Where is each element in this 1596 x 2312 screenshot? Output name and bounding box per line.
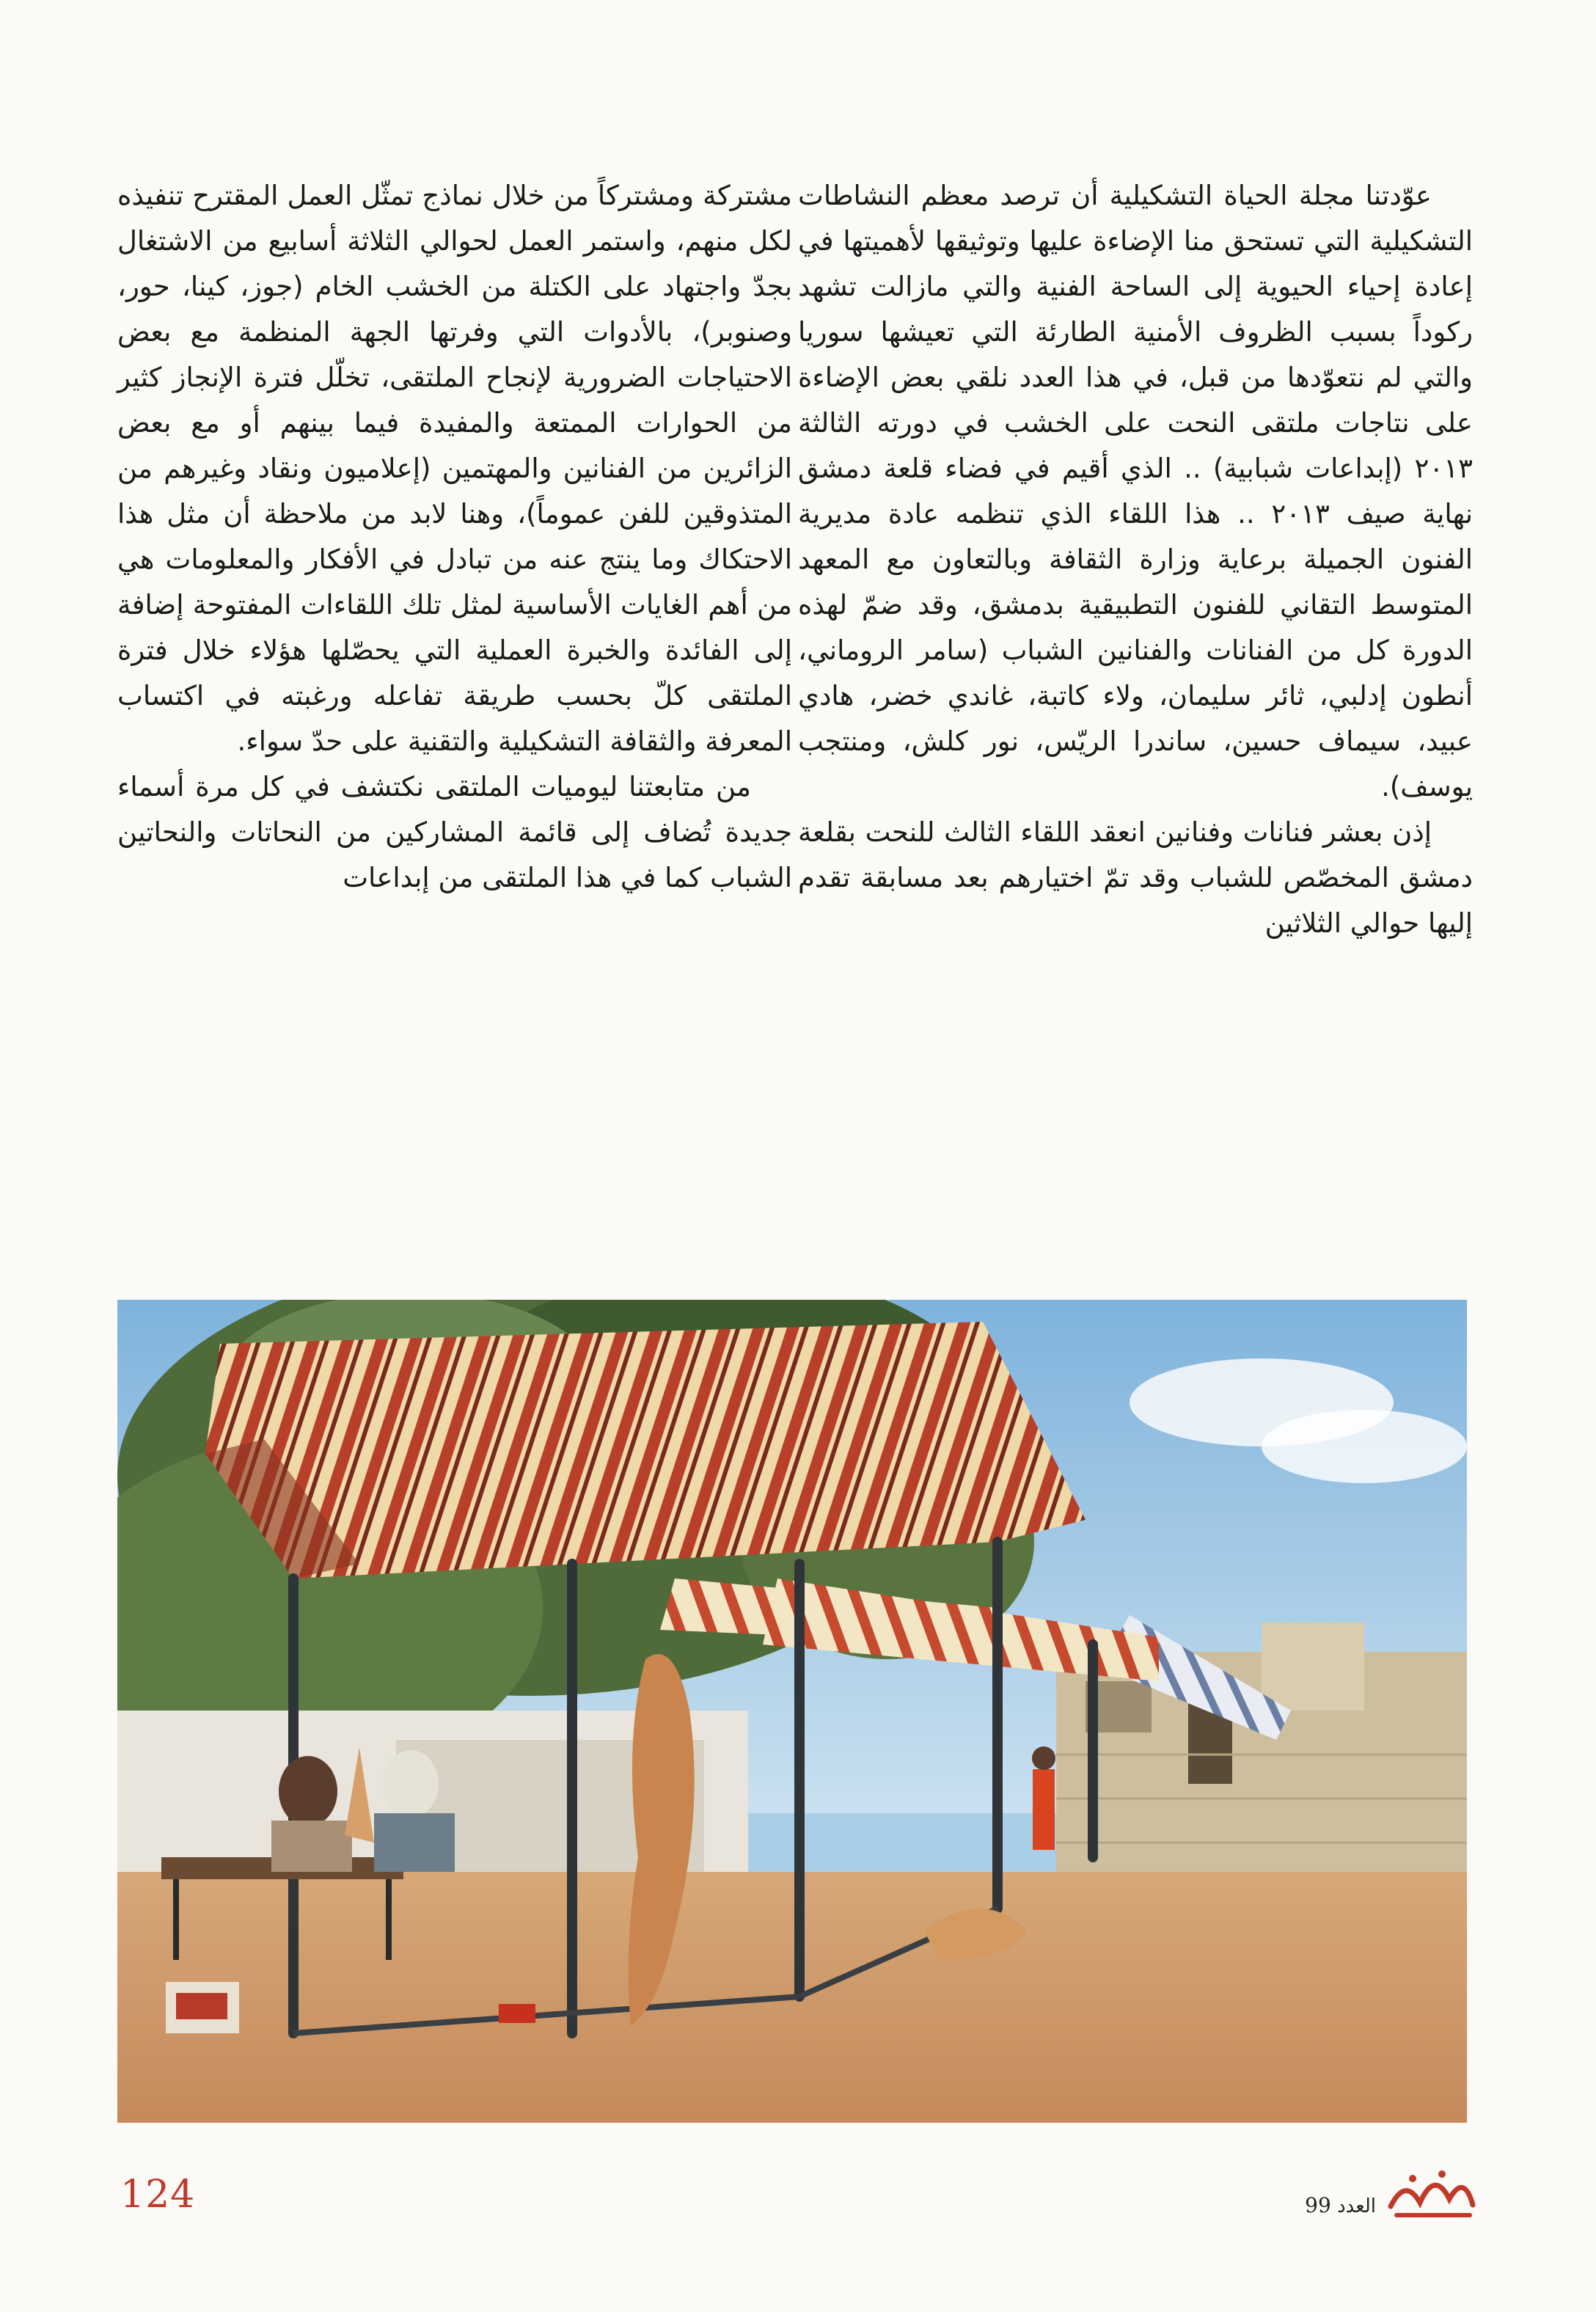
issue-label xyxy=(1305,2193,1376,2217)
paragraph: إذن بعشر فنانات وفنانين انعقد اللقاء الثالث للنحت بقلعة دمشق المخصّص للشباب وقد تمّ اختيارهم بعد مسابقة تقدم إليها حوالي الثلاثين xyxy=(798,816,1473,939)
paragraph: مشتركة ومشتركاً من خلال نماذج تمثّل العمل المقترح تنفيذه لكل منهم، واستمر العمل لحوالي الثلاثة أسابيع من الاشتغال بجدّ واجتهاد على الكتلة من الخشب الخام (جوز، كينا، حور، وصنوبر)، بالأدوات التي وفرتها الجهة المنظمة مع بعض الاحتياجات الضرورية لإنجاح الملتقى، تخلّل فترة الإنجاز كثير من الحوارات الممتعة والمفيدة فيما بينهم أو مع بعض الزائرين من الفنانين والمهتمين (إعلاميون ونقاد وغيرهم من المتذوقين للفن عموماً)، وهنا لابد من ملاحظة أن مثل هذا الاحتكاك وما ينتج عنه من تبادل في الأفكار والمعلومات هي من أهم الغايات الأساسية لمثل تلك اللقاءات المفتوحة إضافة إلى الفائدة والخبرة العملية التي يحصّلها هؤلاء خلال فترة الملتقى كلّ بحسب طريقة تفاعله ورغبته في اكتساب المعرفة والثقافة التشكيلية والتقنية على حدّ سواء. xyxy=(117,180,792,757)
paragraph: عوّدتنا مجلة الحياة التشكيلية أن ترصد معظم النشاطات التشكيلية التي تستحق منا الإضاءة عليها وتوثيقها لأهميتها في إعادة إحياء الحيوية إلى الساحة الفنية والتي مازالت تشهد ركوداً بسبب الظروف الأمنية الطارئة التي تعيشها سوريا والتي لم نتعوّدها من قبل، في هذا العدد نلقي بعض الإضاءة على نتاجات ملتقى النحت على الخشب في دورته الثالثة ٢٠١٣ (إبداعات شبابية) .. الذي أقيم في فضاء قلعة دمشق نهاية صيف ٢٠١٣ .. هذا اللقاء الذي تنظمه عادة مديرية الفنون الجميلة برعاية وزارة الثقافة وبالتعاون مع المعهد المتوسط التقاني للفنون التطبيقية بدمشق، وقد ضمّ لهذه الدورة كل من الفنانات والفنانين الشباب (سامر الروماني، أنطون إدلبي، ثائر سليمان، ولاء كاتبة، غاندي خضر، هادي عبيد، سيماف حسين، ساندرا الريّس، نور كلش، ومنتجب يوسف). xyxy=(798,180,1473,802)
magazine-logo xyxy=(1383,2162,1479,2225)
article-photo xyxy=(117,1300,1467,2123)
page-number: 124 xyxy=(120,2173,196,2217)
article-column-right xyxy=(798,173,1473,946)
paragraph: من متابعتنا ليوميات الملتقى نكتشف في كل مرة أسماء جديدة تُضاف إلى قائمة المشاركين من النحاتات والنحاتين الشباب كما في هذا الملتقى من إبداعات xyxy=(117,771,792,893)
issue-number: 99 xyxy=(1305,2193,1331,2217)
article-column-left xyxy=(117,173,792,901)
issue-word: العدد xyxy=(1337,2195,1376,2217)
